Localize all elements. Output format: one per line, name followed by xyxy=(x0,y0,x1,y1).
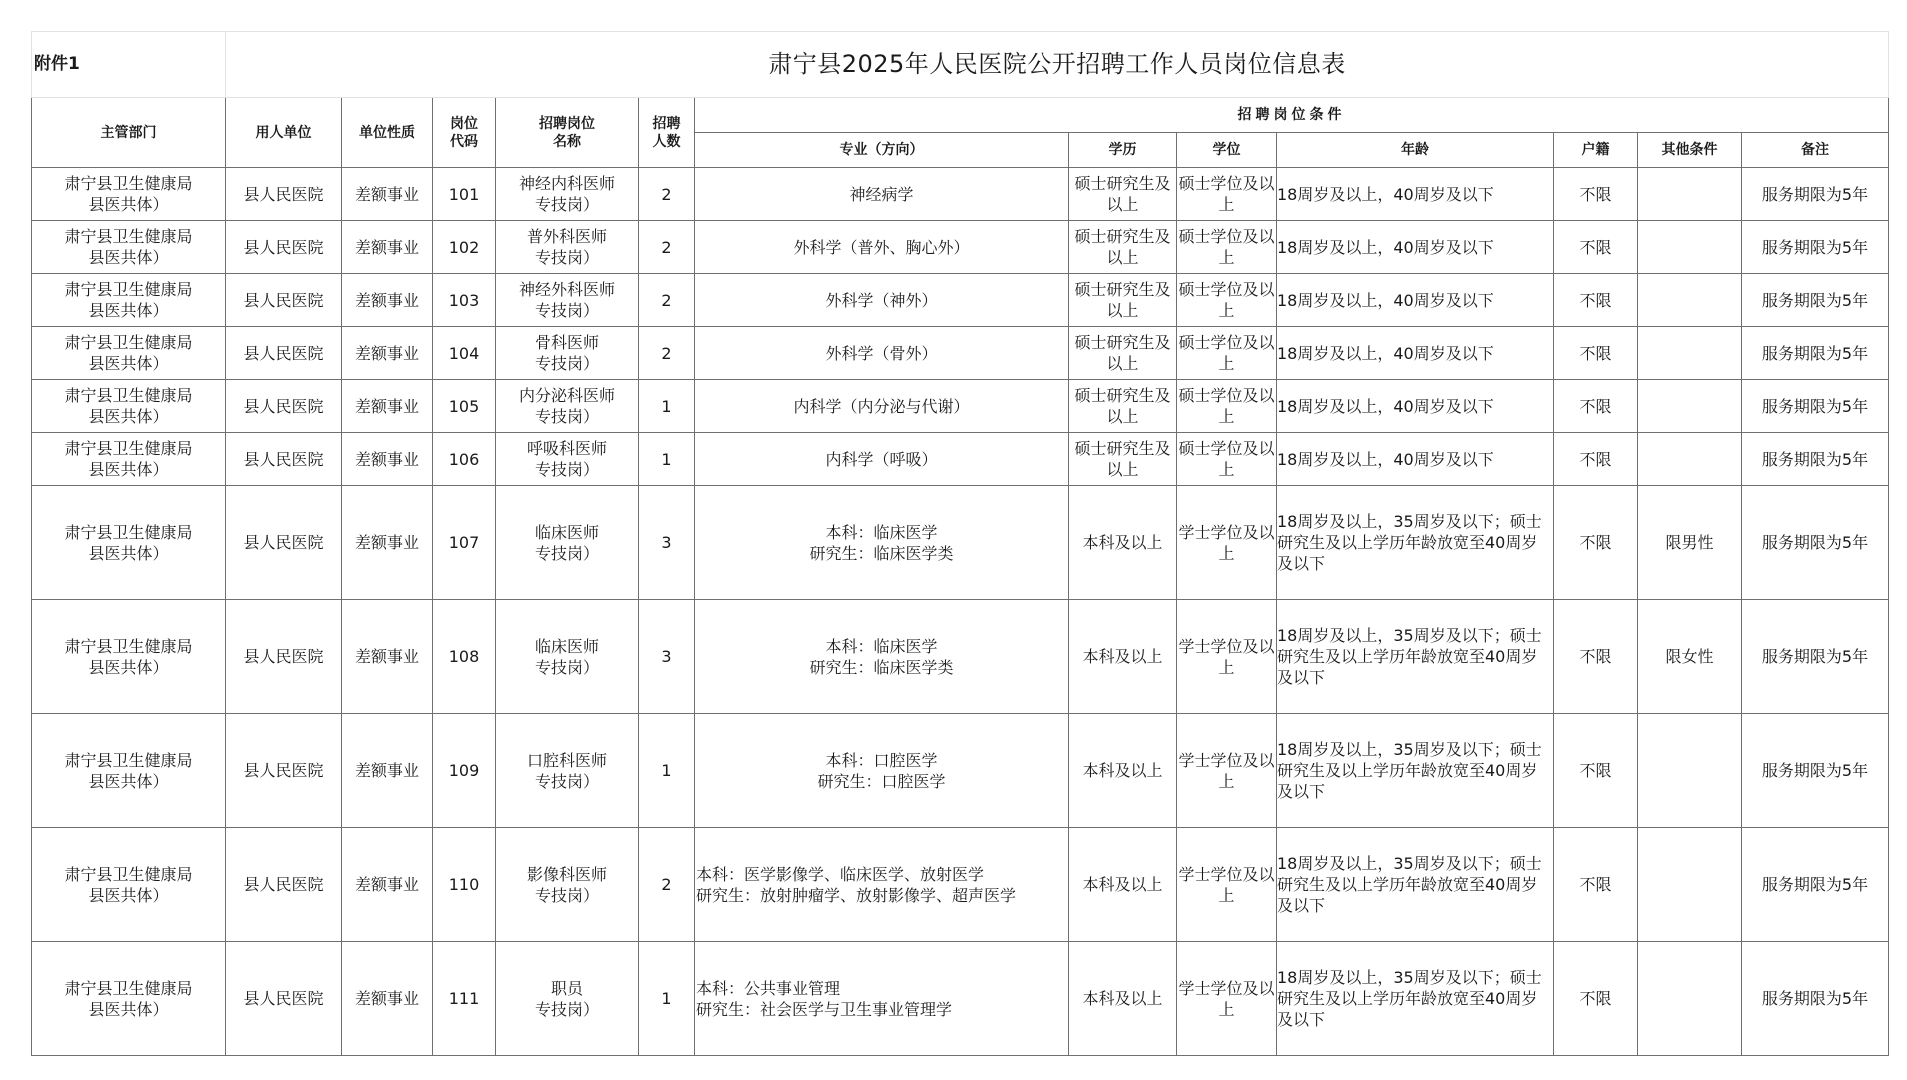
cell-age: 18周岁及以上，40周岁及以下 xyxy=(1277,327,1554,380)
dept-line2: 县医共体） xyxy=(88,407,169,426)
post-line1: 临床医师 xyxy=(534,636,599,656)
cell-count: 3 xyxy=(639,600,695,714)
cell-hukou: 不限 xyxy=(1554,828,1638,942)
cell-other: 限男性 xyxy=(1638,486,1742,600)
cell-post xyxy=(496,168,639,221)
dept-line1: 肃宁县卫生健康局 xyxy=(64,174,193,193)
cell-unit: 县人民医院 xyxy=(226,327,342,380)
cell-major xyxy=(695,828,1069,942)
cell-age: 18周岁及以上，40周岁及以下 xyxy=(1277,274,1554,327)
cell-education: 本科及以上 xyxy=(1069,714,1177,828)
cell-remark: 服务期限为5年 xyxy=(1742,274,1889,327)
post-line1: 影像科医师 xyxy=(526,864,607,884)
cell-remark: 服务期限为5年 xyxy=(1742,327,1889,380)
cell-major xyxy=(695,380,1069,433)
cell-hukou: 不限 xyxy=(1554,433,1638,486)
cell-nature: 差额事业 xyxy=(342,600,433,714)
cell-degree: 学士学位及以上 xyxy=(1177,714,1277,828)
cell-other xyxy=(1638,942,1742,1056)
cell-count: 2 xyxy=(639,168,695,221)
dept-line2: 县医共体） xyxy=(88,195,169,214)
cell-education: 硕士研究生及以上 xyxy=(1069,168,1177,221)
post-line2: 专技岗） xyxy=(534,657,599,677)
header-count-line2: 人数 xyxy=(652,133,681,150)
cell-other xyxy=(1638,327,1742,380)
cell-education: 本科及以上 xyxy=(1069,486,1177,600)
header-other: 其他条件 xyxy=(1638,133,1742,168)
major-line1: 外科学（神外） xyxy=(825,290,938,310)
cell-unit: 县人民医院 xyxy=(226,600,342,714)
cell-hukou: 不限 xyxy=(1554,274,1638,327)
cell-nature: 差额事业 xyxy=(342,433,433,486)
cell-dept xyxy=(32,828,226,942)
post-line1: 口腔科医师 xyxy=(526,750,607,770)
cell-post xyxy=(496,327,639,380)
header-hukou: 户籍 xyxy=(1554,133,1638,168)
table-row xyxy=(32,380,1889,433)
cell-post xyxy=(496,274,639,327)
post-line2: 专技岗） xyxy=(534,195,599,214)
post-line1: 骨科医师 xyxy=(534,333,599,352)
header-degree: 学位 xyxy=(1177,133,1277,168)
cell-degree: 硕士学位及以上 xyxy=(1177,327,1277,380)
cell-post xyxy=(496,380,639,433)
cell-education: 硕士研究生及以上 xyxy=(1069,274,1177,327)
cell-degree: 硕士学位及以上 xyxy=(1177,221,1277,274)
header-row-1 xyxy=(32,98,1889,133)
cell-code: 105 xyxy=(433,380,496,433)
major-line1: 外科学（普外、胸心外） xyxy=(793,237,970,257)
post-line2: 专技岗） xyxy=(534,999,599,1019)
cell-nature: 差额事业 xyxy=(342,221,433,274)
header-unit: 用人单位 xyxy=(226,98,342,168)
major-line2: 研究生：社会医学与卫生事业管理学 xyxy=(696,999,953,1019)
cell-unit: 县人民医院 xyxy=(226,221,342,274)
cell-count: 1 xyxy=(639,433,695,486)
dept-line2: 县医共体） xyxy=(88,354,169,373)
cell-code: 102 xyxy=(433,221,496,274)
post-line2: 专技岗） xyxy=(534,248,599,267)
cell-remark: 服务期限为5年 xyxy=(1742,486,1889,600)
dept-line1: 肃宁县卫生健康局 xyxy=(64,978,193,998)
cell-major xyxy=(695,327,1069,380)
cell-age: 18周岁及以上，35周岁及以下；硕士研究生及以上学历年龄放宽至40周岁及以下 xyxy=(1277,942,1554,1056)
cell-education: 硕士研究生及以上 xyxy=(1069,380,1177,433)
table-row xyxy=(32,942,1889,1056)
header-code-line2: 代码 xyxy=(450,133,478,150)
cell-code: 104 xyxy=(433,327,496,380)
major-line2: 研究生：口腔医学 xyxy=(817,771,946,791)
cell-education: 硕士研究生及以上 xyxy=(1069,433,1177,486)
cell-other xyxy=(1638,433,1742,486)
cell-dept xyxy=(32,433,226,486)
cell-hukou: 不限 xyxy=(1554,380,1638,433)
post-line1: 呼吸科医师 xyxy=(526,439,607,458)
cell-code: 106 xyxy=(433,433,496,486)
dept-line1: 肃宁县卫生健康局 xyxy=(64,750,193,770)
cell-remark: 服务期限为5年 xyxy=(1742,600,1889,714)
page-title: 肃宁县2025年人民医院公开招聘工作人员岗位信息表 xyxy=(226,32,1889,98)
major-line1: 外科学（骨外） xyxy=(825,343,938,363)
header-post-line1: 招聘岗位 xyxy=(539,115,595,132)
cell-unit: 县人民医院 xyxy=(226,168,342,221)
major-line1: 本科：临床医学 xyxy=(825,522,938,542)
cell-age: 18周岁及以上，40周岁及以下 xyxy=(1277,380,1554,433)
cell-post xyxy=(496,828,639,942)
cell-other xyxy=(1638,828,1742,942)
cell-unit: 县人民医院 xyxy=(226,486,342,600)
cell-age: 18周岁及以上，35周岁及以下；硕士研究生及以上学历年龄放宽至40周岁及以下 xyxy=(1277,828,1554,942)
post-line1: 神经内科医师 xyxy=(518,174,615,193)
cell-education: 硕士研究生及以上 xyxy=(1069,327,1177,380)
cell-remark: 服务期限为5年 xyxy=(1742,433,1889,486)
major-line2: 研究生：临床医学类 xyxy=(809,657,954,677)
dept-line1: 肃宁县卫生健康局 xyxy=(64,522,193,542)
cell-education: 本科及以上 xyxy=(1069,828,1177,942)
cell-age: 18周岁及以上，40周岁及以下 xyxy=(1277,433,1554,486)
cell-nature: 差额事业 xyxy=(342,274,433,327)
cell-degree: 学士学位及以上 xyxy=(1177,828,1277,942)
cell-code: 110 xyxy=(433,828,496,942)
header-code-line1: 岗位 xyxy=(450,115,478,132)
cell-unit: 县人民医院 xyxy=(226,433,342,486)
cell-remark: 服务期限为5年 xyxy=(1742,380,1889,433)
dept-line1: 肃宁县卫生健康局 xyxy=(64,636,193,656)
cell-education: 本科及以上 xyxy=(1069,942,1177,1056)
cell-count: 1 xyxy=(639,380,695,433)
post-line2: 专技岗） xyxy=(534,301,599,320)
cell-hukou: 不限 xyxy=(1554,942,1638,1056)
cell-age: 18周岁及以上，35周岁及以下；硕士研究生及以上学历年龄放宽至40周岁及以下 xyxy=(1277,600,1554,714)
table-row xyxy=(32,433,1889,486)
post-line2: 专技岗） xyxy=(534,771,599,791)
cell-degree: 学士学位及以上 xyxy=(1177,600,1277,714)
post-line2: 专技岗） xyxy=(534,407,599,426)
major-line1: 神经病学 xyxy=(849,184,914,204)
cell-major xyxy=(695,714,1069,828)
cell-post xyxy=(496,486,639,600)
cell-nature: 差额事业 xyxy=(342,380,433,433)
cell-remark: 服务期限为5年 xyxy=(1742,714,1889,828)
cell-remark: 服务期限为5年 xyxy=(1742,221,1889,274)
dept-line1: 肃宁县卫生健康局 xyxy=(64,439,193,458)
table-row xyxy=(32,600,1889,714)
cell-degree: 硕士学位及以上 xyxy=(1177,380,1277,433)
cell-major xyxy=(695,942,1069,1056)
header-conditions: 招聘岗位条件 xyxy=(695,98,1889,133)
cell-other xyxy=(1638,221,1742,274)
header-count-line1: 招聘 xyxy=(652,115,681,132)
cell-unit: 县人民医院 xyxy=(226,274,342,327)
cell-unit: 县人民医院 xyxy=(226,942,342,1056)
major-line1: 内科学（内分泌与代谢） xyxy=(793,396,970,416)
dept-line1: 肃宁县卫生健康局 xyxy=(64,280,193,299)
cell-dept xyxy=(32,380,226,433)
table-row xyxy=(32,221,1889,274)
position-table xyxy=(31,31,1889,1056)
cell-other: 限女性 xyxy=(1638,600,1742,714)
header-count xyxy=(639,98,695,168)
header-post xyxy=(496,98,639,168)
cell-dept xyxy=(32,486,226,600)
major-line1: 内科学（呼吸） xyxy=(825,449,938,469)
table-row xyxy=(32,828,1889,942)
header-age: 年龄 xyxy=(1277,133,1554,168)
cell-code: 108 xyxy=(433,600,496,714)
cell-post xyxy=(496,600,639,714)
header-remark: 备注 xyxy=(1742,133,1889,168)
cell-code: 107 xyxy=(433,486,496,600)
cell-count: 2 xyxy=(639,221,695,274)
cell-count: 1 xyxy=(639,942,695,1056)
cell-major xyxy=(695,221,1069,274)
title-row xyxy=(32,32,1889,98)
major-line2: 研究生：临床医学类 xyxy=(809,543,954,563)
post-line2: 专技岗） xyxy=(534,543,599,563)
cell-other xyxy=(1638,714,1742,828)
cell-hukou: 不限 xyxy=(1554,327,1638,380)
cell-post xyxy=(496,714,639,828)
dept-line2: 县医共体） xyxy=(88,543,169,563)
major-line1: 本科：口腔医学 xyxy=(825,750,938,770)
cell-code: 109 xyxy=(433,714,496,828)
cell-hukou: 不限 xyxy=(1554,221,1638,274)
cell-hukou: 不限 xyxy=(1554,486,1638,600)
recruitment-sheet xyxy=(31,31,1888,1056)
dept-line2: 县医共体） xyxy=(88,301,169,320)
cell-count: 3 xyxy=(639,486,695,600)
cell-degree: 学士学位及以上 xyxy=(1177,486,1277,600)
post-line2: 专技岗） xyxy=(534,354,599,373)
cell-age: 18周岁及以上，40周岁及以下 xyxy=(1277,168,1554,221)
major-line2: 研究生：放射肿瘤学、放射影像学、超声医学 xyxy=(696,885,1017,905)
cell-other xyxy=(1638,380,1742,433)
cell-hukou: 不限 xyxy=(1554,714,1638,828)
post-line1: 内分泌科医师 xyxy=(518,386,615,405)
post-line2: 专技岗） xyxy=(534,460,599,479)
cell-post xyxy=(496,221,639,274)
cell-count: 2 xyxy=(639,274,695,327)
cell-nature: 差额事业 xyxy=(342,168,433,221)
table-row xyxy=(32,714,1889,828)
cell-remark: 服务期限为5年 xyxy=(1742,168,1889,221)
header-post-line2: 名称 xyxy=(553,133,581,150)
cell-nature: 差额事业 xyxy=(342,942,433,1056)
dept-line1: 肃宁县卫生健康局 xyxy=(64,227,193,246)
post-line1: 职员 xyxy=(550,978,583,998)
cell-remark: 服务期限为5年 xyxy=(1742,942,1889,1056)
header-code xyxy=(433,98,496,168)
cell-nature: 差额事业 xyxy=(342,828,433,942)
major-line1: 本科：公共事业管理 xyxy=(696,978,841,998)
cell-age: 18周岁及以上，35周岁及以下；硕士研究生及以上学历年龄放宽至40周岁及以下 xyxy=(1277,486,1554,600)
header-major: 专业（方向） xyxy=(695,133,1069,168)
cell-count: 1 xyxy=(639,714,695,828)
cell-education: 硕士研究生及以上 xyxy=(1069,221,1177,274)
cell-code: 103 xyxy=(433,274,496,327)
dept-line2: 县医共体） xyxy=(88,657,169,677)
major-line1: 本科：临床医学 xyxy=(825,636,938,656)
cell-remark: 服务期限为5年 xyxy=(1742,828,1889,942)
cell-hukou: 不限 xyxy=(1554,600,1638,714)
cell-age: 18周岁及以上，35周岁及以下；硕士研究生及以上学历年龄放宽至40周岁及以下 xyxy=(1277,714,1554,828)
cell-count: 2 xyxy=(639,828,695,942)
cell-code: 111 xyxy=(433,942,496,1056)
cell-post xyxy=(496,433,639,486)
table-row xyxy=(32,327,1889,380)
cell-degree: 硕士学位及以上 xyxy=(1177,274,1277,327)
table-row xyxy=(32,486,1889,600)
cell-major xyxy=(695,486,1069,600)
cell-degree: 学士学位及以上 xyxy=(1177,942,1277,1056)
cell-degree: 硕士学位及以上 xyxy=(1177,168,1277,221)
cell-count: 2 xyxy=(639,327,695,380)
cell-hukou: 不限 xyxy=(1554,168,1638,221)
cell-other xyxy=(1638,168,1742,221)
cell-dept xyxy=(32,600,226,714)
dept-line1: 肃宁县卫生健康局 xyxy=(64,333,193,352)
cell-major xyxy=(695,168,1069,221)
dept-line2: 县医共体） xyxy=(88,460,169,479)
post-line1: 临床医师 xyxy=(534,522,599,542)
dept-line2: 县医共体） xyxy=(88,771,169,791)
cell-other xyxy=(1638,274,1742,327)
dept-line2: 县医共体） xyxy=(88,248,169,267)
header-education: 学历 xyxy=(1069,133,1177,168)
cell-dept xyxy=(32,168,226,221)
cell-code: 101 xyxy=(433,168,496,221)
cell-major xyxy=(695,433,1069,486)
attachment-label: 附件1 xyxy=(32,32,226,98)
cell-dept xyxy=(32,221,226,274)
cell-post xyxy=(496,942,639,1056)
dept-line2: 县医共体） xyxy=(88,999,169,1019)
cell-education: 本科及以上 xyxy=(1069,600,1177,714)
cell-nature: 差额事业 xyxy=(342,714,433,828)
cell-dept xyxy=(32,714,226,828)
cell-major xyxy=(695,600,1069,714)
header-dept: 主管部门 xyxy=(32,98,226,168)
cell-unit: 县人民医院 xyxy=(226,380,342,433)
dept-line1: 肃宁县卫生健康局 xyxy=(64,386,193,405)
table-row xyxy=(32,168,1889,221)
cell-nature: 差额事业 xyxy=(342,327,433,380)
post-line2: 专技岗） xyxy=(534,885,599,905)
cell-unit: 县人民医院 xyxy=(226,828,342,942)
cell-dept xyxy=(32,327,226,380)
cell-age: 18周岁及以上，40周岁及以下 xyxy=(1277,221,1554,274)
cell-dept xyxy=(32,942,226,1056)
dept-line2: 县医共体） xyxy=(88,885,169,905)
cell-major xyxy=(695,274,1069,327)
major-line1: 本科：医学影像学、临床医学、放射医学 xyxy=(696,864,985,884)
cell-unit: 县人民医院 xyxy=(226,714,342,828)
cell-degree: 硕士学位及以上 xyxy=(1177,433,1277,486)
post-line1: 普外科医师 xyxy=(526,227,607,246)
cell-nature: 差额事业 xyxy=(342,486,433,600)
dept-line1: 肃宁县卫生健康局 xyxy=(64,864,193,884)
post-line1: 神经外科医师 xyxy=(518,280,615,299)
header-nature: 单位性质 xyxy=(342,98,433,168)
cell-dept xyxy=(32,274,226,327)
table-row xyxy=(32,274,1889,327)
